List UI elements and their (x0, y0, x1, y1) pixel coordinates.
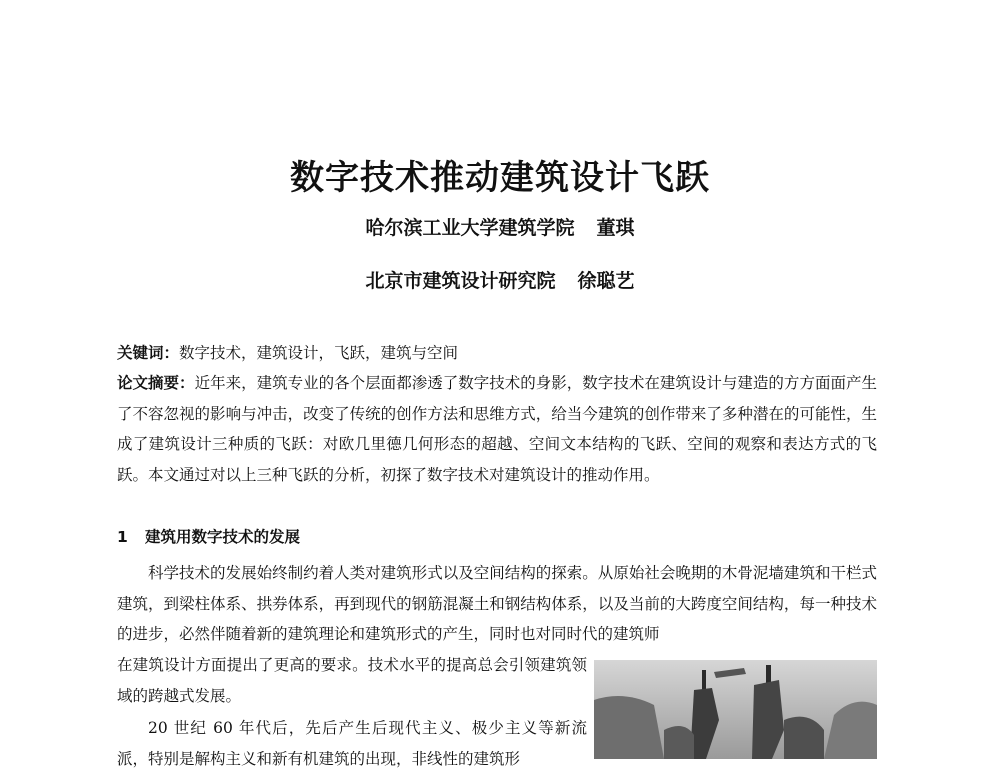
author-line-2 (0, 266, 1000, 293)
keywords-label: 关键词： (117, 344, 180, 362)
section-heading (117, 525, 300, 547)
body-paragraph-continued: 在建筑设计方面提出了更高的要求。技术水平的提高总会引领建筑领域的跨越式发展。 (117, 656, 587, 705)
section-number: 1 (117, 528, 128, 546)
architecture-photo (594, 660, 877, 759)
abstract-block (117, 368, 877, 490)
section-title: 建筑用数字技术的发展 (145, 528, 301, 546)
author-name: 徐聪艺 (577, 270, 635, 292)
body-paragraph: 科学技术的发展始终制约着人类对建筑形式以及空间结构的探索。从原始社会晚期的木骨泥墙建筑和干栏式建筑，到梁柱体系、拱券体系，再到现代的钢筋混凝土和钢结构体系，以及当前的大跨度空间结构，每一种技术的进步，必然伴随着新的建筑理论和建筑形式的产生，同时也对同时代的建筑师 (117, 564, 877, 643)
author-line-1 (0, 213, 1000, 240)
author-name: 董琪 (596, 217, 635, 239)
paper-title: 数字技术推动建筑设计飞跃 (290, 158, 710, 198)
keywords-line (117, 338, 877, 369)
abstract-text: 近年来，建筑专业的各个层面都渗透了数字技术的身影，数字技术在建筑设计与建造的方方面面产生了不容忽视的影响与冲击，改变了传统的创作方法和思维方式，给当今建筑的创作带来了多种潜在的可能性，生成了建筑设计三种质的飞跃：对欧几里德几何形态的超越、空间文本结构的飞跃、空间的观察和表达方式的飞跃。本文通过对以上三种飞跃的分析，初探了数字技术对建筑设计的推动作用。 (117, 374, 877, 484)
photo-image (594, 660, 877, 759)
abstract-label: 论文摘要： (117, 374, 195, 392)
body-paragraph: 20 世纪 60 年代后，先后产生后现代主义、极少主义等新流派，特别是解构主义和新有机建筑的出现，非线性的建筑形 (117, 719, 587, 768)
author-affiliation: 北京市建筑设计研究院 (365, 270, 556, 292)
author-affiliation: 哈尔滨工业大学建筑学院 (365, 217, 575, 239)
keywords-text: 数字技术，建筑设计，飞跃，建筑与空间 (179, 344, 459, 362)
